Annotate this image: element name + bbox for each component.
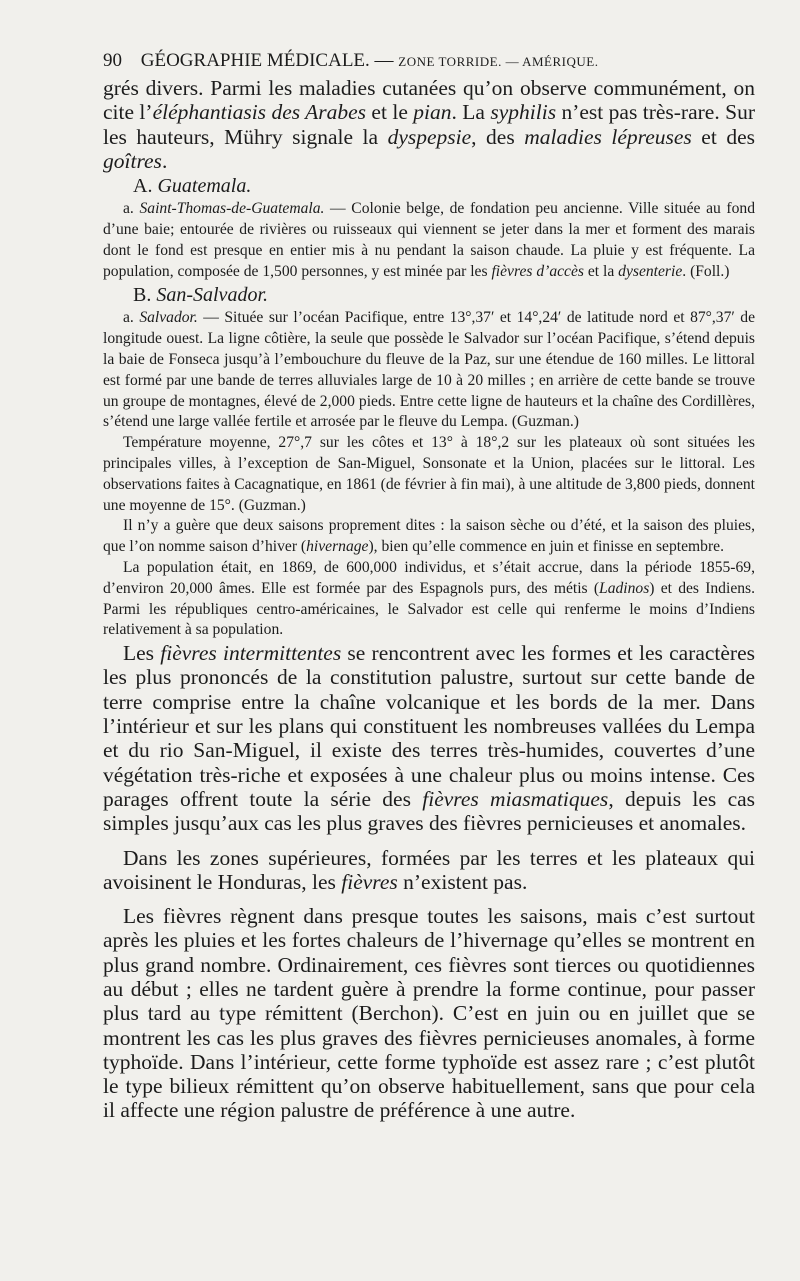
header-zone: ZONE TORRIDE. — AMÉRIQUE.: [398, 54, 599, 69]
page-number: 90: [103, 50, 122, 71]
salvador-paragraph-3: Il n’y a guère que deux saisons proprement dites : la saison sèche ou d’été, et la saison des pluies, que l’on nomme saison d’hiver (hivernage), bien qu’elle commence en juin et finisse en septembre.: [103, 517, 755, 556]
page: [103, 46, 755, 1123]
body-paragraph-3: Les fièvres règnent dans presque toutes les saisons, mais c’est surtout après les pluies et les fortes chaleurs de l’hivernage qu’elles se montrent en plus grand nombre. Ordinairement, ces fièvres sont tierces ou quotidiennes au début ; elles ne tardent guère à prendre la forme continue, pour passer plus tard au type rémittent (Berchon). C’est en juin ou en juillet que se montrent les cas les plus graves des fièvres pernicieuses anomales, à forme typhoïde. Dans l’intérieur, cette forme typhoïde est assez rare ; c’est plutôt le type bilieux rémittent qu’on observe habituellement, sans que pour cela il affecte une région palustre de préférence à une autre.: [103, 904, 755, 1123]
section-heading-salvador: B. San-Salvador.: [133, 284, 269, 307]
section-heading-guatemala: A. Guatemala.: [133, 175, 252, 198]
intro-paragraph: grés divers. Parmi les maladies cutanées qu’on observe communément, on cite l’éléphantiasis des Arabes et le pian. La syphilis n’est pas très-rare. Sur les hauteurs, Mühry signale la dyspepsie, des maladies lépreuses et des goîtres.: [103, 76, 755, 173]
salvador-paragraph-4: La population était, en 1869, de 600,000 individus, et s’était accrue, dans la période 1855-69, d’environ 20,000 âmes. Elle est formée par des Espagnols purs, des métis (Ladinos) et des Indiens. Parmi les républiques centro-américaines, le Salvador est celle qui renferme le moins d’Indiens relativement à sa population.: [103, 558, 756, 639]
salvador-paragraph-2: Température moyenne, 27°,7 sur les côtes et 13° à 18°,2 sur les plateaux où sont situées les principales villes, à l’exception de San-Miguel, Sonsonate et la Union, placées sur le littoral. Les observations faites à Cacagnatique, en 1861 (de février à fin mai), à une altitude de 3,800 pieds, donnent une moyenne de 15°. (Guzman.): [103, 434, 755, 514]
salvador-paragraph-1: a. Salvador. — Située sur l’océan Pacifique, entre 13°,37′ et 14°,24′ de latitude nord et 87°,37′ de longitude ouest. La ligne côtière, la seule que possède le Salvador sur l’océan Pacifique, s’étend depuis la baie de Fonseca jusqu’à l’embouchure du fleuve de la Paz, sur une étendue de 160 milles. Le littoral est formé par une bande de terres alluviales large de 10 à 20 milles ; en arrière de cette bande se trouve un groupe de montagnes, élevé de 2,000 pieds. Entre cette ligne de hauteurs et la chaîne des Cordillères, s’étend une large vallée fertile et arrosée par le fleuve du Lempa. (Guzman.): [103, 309, 756, 431]
body-paragraph-2: Dans les zones supérieures, formées par les terres et les plateaux qui avoisinent le Honduras, les fièvres n’existent pas.: [103, 845, 755, 894]
running-header: [103, 46, 755, 76]
body-paragraph-1: Les fièvres intermittentes se rencontrent avec les formes et les caractères les plus prononcés de la constitution palustre, surtout sur cette bande de terre comprise entre la chaîne volcanique et les bords de la mer. Dans l’intérieur et sur les plans qui constituent les nombreuses vallées du Lempa et du rio San-Miguel, il existe des terres très-humides, couvertes d’une végétation très-riche et exposées à une chaleur plus ou moins intense. Ces parages offrent toute la série des fièvres miasmatiques, depuis les cas simples jusqu’aux cas les plus graves des fièvres pernicieuses et anomales.: [103, 641, 756, 836]
guatemala-paragraph: a. Saint-Thomas-de-Guatemala. — Colonie belge, de fondation peu ancienne. Ville située au fond d’une baie; entourée de rivières ou ruisseaux qui viennent se jeter dans la mer et forment des marais dont le fond est presque en entier mis à nu pendant la saison chaude. La pluie y est fréquente. La population, composée de 1,500 personnes, y est minée par les fièvres d’accès et la dysenterie. (Foll.): [103, 200, 756, 280]
header-title: GÉOGRAPHIE MÉDICALE. —: [140, 50, 394, 71]
